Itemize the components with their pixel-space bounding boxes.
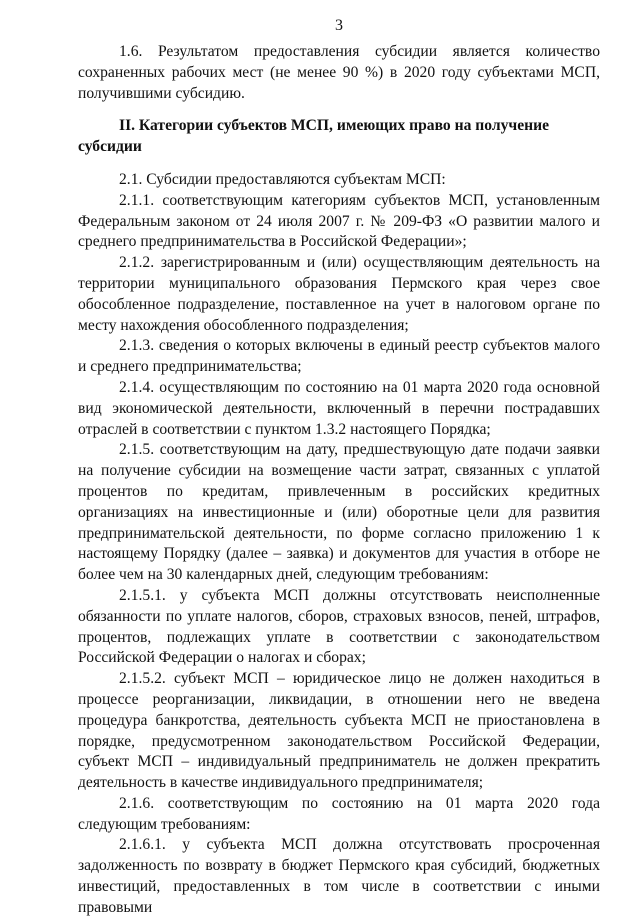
paragraph-1-6: 1.6. Результатом предоставления субсидии является количество сохраненных рабочих мест (не менее 90 %) в 2020 году субъектами МСП, получившими субсидию. (78, 43, 600, 102)
paragraph-2-1-5: 2.1.5. соответствующим на дату, предшествующую дате подачи заявки на получение субсидии на возмещение части затрат, связанных с уплатой процентов по кредитам, привлеченным в российских кредитных организациях на инвестиционные и (или) оборотные цели для развития предпринимательской деятельности, по форме согласно приложению 1 к настоящему Порядку (далее – заявка) и документов для участия в отборе не более чем на 30 календарных дней, следующим требованиям: (78, 441, 600, 584)
paragraph-2-1-3: 2.1.3. сведения о которых включены в единый реестр субъектов малого и среднего предпринимательства; (78, 337, 600, 376)
paragraph-2-1-5-1: 2.1.5.1. у субъекта МСП должны отсутствовать неисполненные обязанности по уплате налогов, сборов, страховых взносов, пеней, штрафов, процентов, подлежащих уплате в соответствии с законодательством Российской Федерации о налогах и сборах; (78, 586, 600, 667)
page-number: 3 (335, 17, 343, 34)
paragraph-2-1-4: 2.1.4. осуществляющим по состоянию на 01 марта 2020 года основной вид экономической деятельности, включенный в перечни пострадавших отраслей в соответствии с пунктом 1.3.2 настоящего Порядка; (78, 378, 600, 438)
paragraph-2-1-1: 2.1.1. соответствующим категориям субъектов МСП, установленным Федеральным законом от 24 июля 2007 г. № 209-ФЗ «О развитии малого и среднего предпринимательства в Российской Федерации»; (78, 191, 600, 251)
paragraph-2-1: 2.1. Субсидии предоставляются субъектам МСП: (119, 170, 446, 188)
paragraph-2-1-6-1: 2.1.6.1. у субъекта МСП должна отсутствовать просроченная задолженность по возврату в бюджет Пермского края субсидий, бюджетных инвестиций, предоставленных в том числе в соответствии с иными правовыми (78, 836, 600, 916)
paragraph-2-1-6: 2.1.6. соответствующим по состоянию на 01 марта 2020 года следующим требованиям: (78, 794, 600, 833)
paragraph-2-1-2: 2.1.2. зарегистрированным и (или) осуществляющим деятельность на территории муниципального образования Пермского края через свое обособленное подразделение, поставленное на учет в налоговом органе по месту нахождения обособленного подразделения; (78, 254, 600, 334)
paragraph-2-1-5-2: 2.1.5.2. субъект МСП – юридическое лицо не должен находиться в процессе реорганизации, ликвидации, в отношении него не введена процедура банкротства, деятельность субъекта МСП не приостановлена в порядке, предусмотренном законодательством Российской Федерации, субъект МСП – индивидуальный предприниматель не должен прекратить деятельность в качестве индивидуального предпринимателя; (78, 670, 600, 792)
section-heading: II. Категории субъектов МСП, имеющих право на получение субсидии (78, 117, 549, 156)
